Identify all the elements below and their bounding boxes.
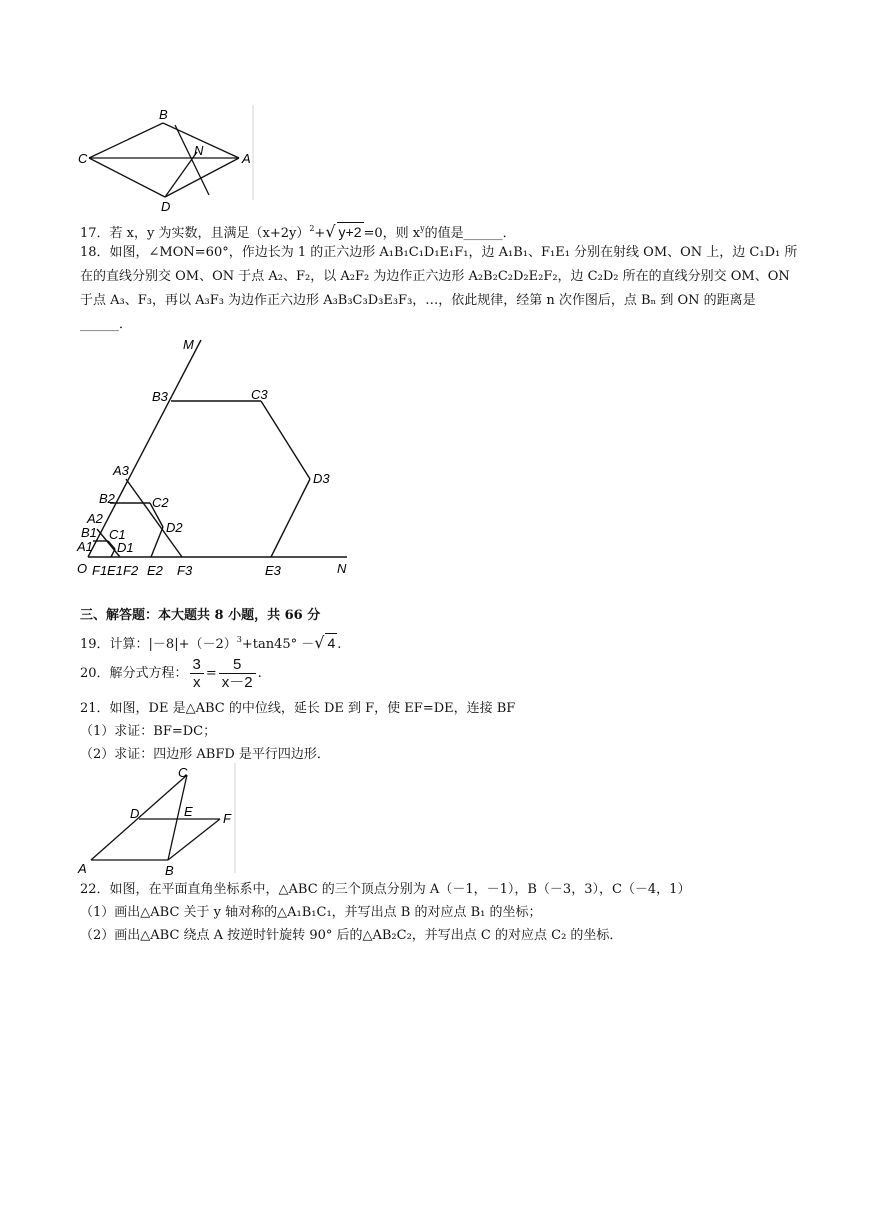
- q19-radicand: 4: [327, 635, 336, 651]
- section-3-title: 三、解答题：本大题共 8 小题，共 66 分: [80, 608, 321, 623]
- question-22-line2: （1）画出△ABC 关于 y 轴对称的△A₁B₁C₁，并写出点 B 的对应点 B₁ 的坐标；: [80, 905, 542, 920]
- question-21-line2: （1）求证：BF=DC；: [80, 724, 217, 739]
- question-18-line1: 18．如图，∠MON=60°，作边长为 1 的正六边形 A₁B₁C₁D₁E₁F₁，边 A₁B₁、F₁E₁ 分别在射线 OM、ON 上，边 C₁D₁ 所: [80, 245, 798, 260]
- label-A: A: [242, 151, 251, 166]
- label-N: N: [337, 561, 347, 576]
- label-F3: F3: [177, 563, 193, 578]
- q20-end: .: [257, 666, 262, 681]
- fraction-2: [219, 656, 256, 691]
- label-F1: F1: [92, 563, 108, 578]
- fraction-1-numerator: 3: [190, 656, 204, 674]
- q19-exponent: 3: [236, 635, 242, 644]
- sqrt-icon: √: [325, 222, 336, 241]
- q20-prefix: 20．解分式方程：: [80, 666, 188, 681]
- q17-mid: =0，则 x: [363, 226, 421, 241]
- label-B3: B3: [152, 389, 168, 404]
- label-A2: A2: [87, 511, 103, 526]
- q17-prefix: 17．若 x，y 为实数，且满足（x+2y）: [80, 226, 310, 241]
- label-N: N: [194, 143, 204, 158]
- figure-hexagons: [75, 335, 360, 580]
- question-20: [80, 654, 262, 694]
- question-21-line3: （2）求证：四边形 ABFD 是平行四边形．: [80, 747, 330, 762]
- label-E2: E2: [147, 563, 163, 578]
- label-A3: A3: [113, 463, 129, 478]
- label-O: O: [77, 561, 88, 576]
- label-C1: C1: [109, 527, 126, 542]
- q17-radicand: y+2: [338, 224, 362, 240]
- question-18-line2: 在的直线分别交 OM、ON 于点 A₂、F₂，以 A₂F₂ 为边作正六边形 A₂B₂C₂D₂E₂F₂，边 C₂D₂ 所在的直线分别交 OM、ON: [80, 269, 790, 284]
- label-C: C: [78, 151, 88, 166]
- fraction-1-denominator: x: [192, 674, 201, 691]
- label-E: E: [184, 804, 193, 819]
- q17-exponent-y: y: [420, 224, 425, 233]
- sqrt-icon: √: [314, 633, 325, 652]
- fraction-2-denominator: x－2: [221, 674, 253, 691]
- label-E1: E1: [107, 563, 123, 578]
- q17-suffix: 的值是______．: [424, 226, 516, 241]
- fraction-2-numerator: 5: [219, 656, 256, 674]
- label-C: C: [178, 765, 188, 780]
- question-17: [80, 220, 516, 243]
- question-21-line1: 21．如图，DE 是△ABC 的中位线，延长 DE 到 F，使 EF=DE，连接 BF: [80, 701, 516, 716]
- question-22-line1: 22．如图，在平面直角坐标系中，△ABC 的三个顶点分别为 A（－1，－1），B（－3，3），C（－4，1）: [80, 882, 691, 897]
- label-D2: D2: [166, 520, 183, 535]
- label-B: B: [159, 107, 168, 122]
- figure-rhombus: [75, 105, 260, 215]
- label-F2: F2: [123, 563, 139, 578]
- label-D3: D3: [313, 471, 330, 486]
- label-M: M: [183, 337, 194, 352]
- q19-mid: +tan45° －: [241, 637, 315, 652]
- label-F: F: [223, 811, 231, 826]
- q19-end: .: [337, 637, 342, 652]
- label-D: D: [130, 806, 140, 821]
- label-C3: C3: [251, 387, 268, 402]
- q20-equals: =: [205, 666, 217, 681]
- q17-exponent: 2: [309, 224, 315, 233]
- label-C2: C2: [152, 495, 169, 510]
- fraction-1: [190, 656, 204, 691]
- label-B1: B1: [81, 525, 97, 540]
- question-18-line3: 于点 A₃、F₃，再以 A₃F₃ 为边作正六边形 A₃B₃C₃D₃E₃F₃，…，依此规律，经第 n 次作图后，点 Bₙ 到 ON 的距离是: [80, 293, 756, 308]
- q19-prefix: 19．计算：|－8|+（－2）: [80, 637, 237, 652]
- label-D1: D1: [117, 540, 134, 555]
- question-22-line3: （2）画出△ABC 绕点 A 按逆时针旋转 90° 后的△AB₂C₂，并写出点 C 的对应点 C₂ 的坐标．: [80, 928, 623, 943]
- label-B: B: [165, 863, 174, 878]
- question-18-line4: ______．: [80, 317, 133, 332]
- question-19: [80, 631, 341, 654]
- label-E3: E3: [265, 563, 281, 578]
- label-A1: A1: [77, 539, 93, 554]
- label-D: D: [161, 199, 171, 214]
- label-B2: B2: [99, 491, 115, 506]
- q17-plus: +: [314, 226, 326, 241]
- figure-parallelogram: [75, 763, 245, 881]
- label-A: A: [78, 861, 87, 876]
